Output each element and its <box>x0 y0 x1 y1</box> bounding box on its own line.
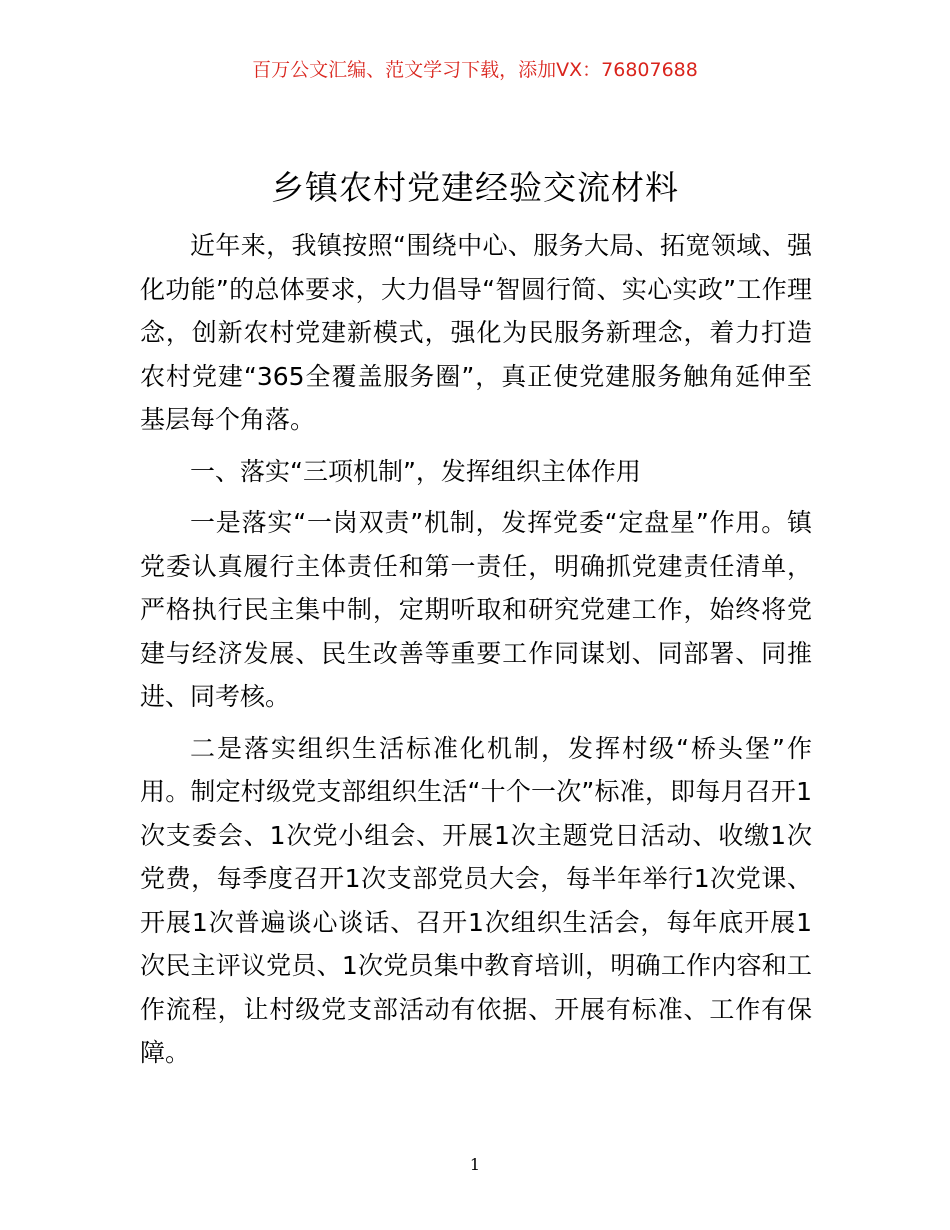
document-body <box>140 224 812 1083</box>
page-number: 1 <box>469 1155 481 1174</box>
document-title: 乡镇农村党建经验交流材料 <box>271 168 679 207</box>
intro-paragraph: 近年来，我镇按照“围绕中心、服务大局、拓宽领域、强化功能”的总体要求，大力倡导“智圆行简、实心实政”工作理念，创新农村党建新模式，强化为民服务新理念，着力打造农村党建“365全覆盖服务圈”，真正使党建服务触角延伸至基层每个角落。 <box>140 231 812 434</box>
body-paragraph: 二是落实组织生活标准化机制，发挥村级“桥头堡”作用。制定村级党支部组织生活“十个一次”标准，即每月召开1次支委会、1次党小组会、开展1次主题党日活动、收缴1次党费，每季度召开1次支部党员大会，每半年举行1次党课、开展1次普遍谈心谈话、召开1次组织生活会，每年底开展1次民主评议党员、1次党员集中教育培训，明确工作内容和工作流程，让村级党支部活动有依据、开展有标准、工作有保障。 <box>140 733 812 1067</box>
section-heading: 一、落实“三项机制”，发挥组织主体作用 <box>190 456 641 486</box>
body-paragraph: 一是落实“一岗双责”机制，发挥党委“定盘星”作用。镇党委认真履行主体责任和第一责任，明确抓党建责任清单，严格执行民主集中制，定期听取和研究党建工作，始终将党建与经济发展、民生改善等重要工作同谋划、同部署、同推进、同考核。 <box>140 508 812 711</box>
header-note: 百万公文汇编、范文学习下载，添加VX：76807688 <box>252 59 698 81</box>
